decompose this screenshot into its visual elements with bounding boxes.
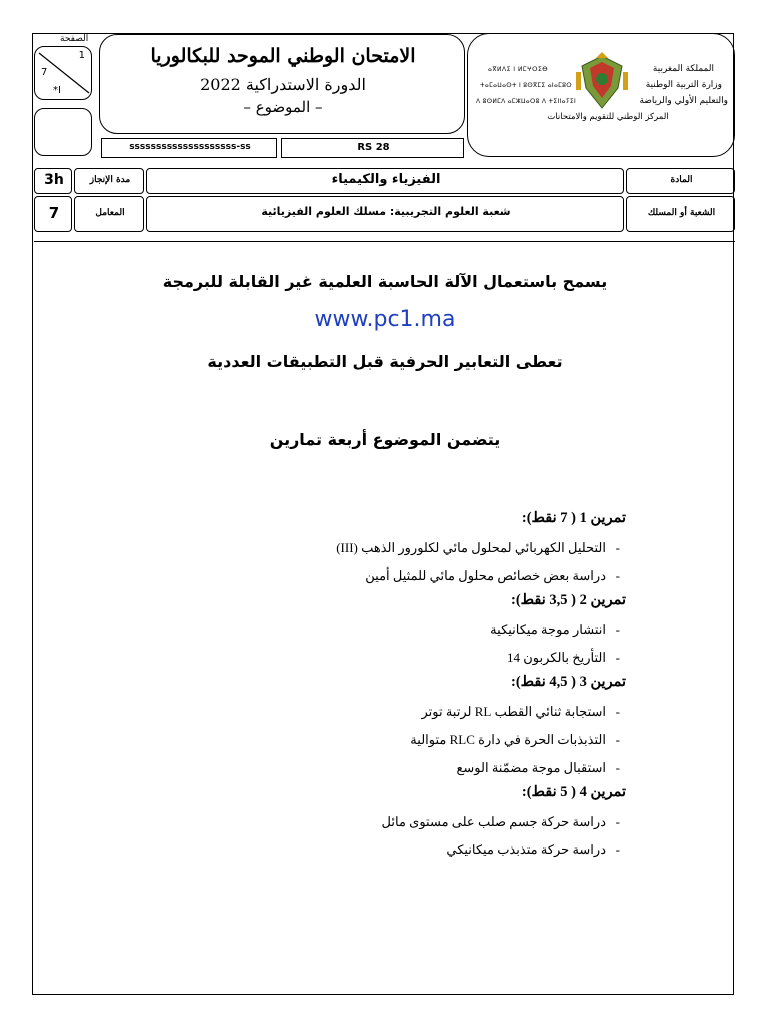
exercise-3-item-2: - التذبذبات الحرة في دارة RLC متوالية xyxy=(410,732,620,747)
exercise-1-item-1: - التحليل الكهربائي لمحلول مائي لكلورور الذهب (III) xyxy=(336,540,620,555)
code-right: RS 28 xyxy=(357,142,390,153)
branch-label: الشعبة أو المسلك xyxy=(647,208,716,218)
subject-name: الفيزياء والكيمياء xyxy=(331,172,441,187)
page-current: 1 xyxy=(78,50,85,61)
page-mark: *I xyxy=(53,85,61,96)
coat-of-arms-icon xyxy=(574,52,630,112)
logo-ar-line-2: وزارة التربية الوطنية xyxy=(645,80,722,90)
logo-ar-line-4: المركز الوطني للتقويم والامتحانات xyxy=(547,112,669,122)
coef-label: المعامل xyxy=(95,208,125,218)
subject-name-cell xyxy=(146,168,624,194)
exercise-4-item-1: - دراسة حركة جسم صلب على مستوى مائل xyxy=(381,814,620,829)
calculator-note: يسمح باستعمال الآلة الحاسبة العلمية غير القابلة للبرمجة xyxy=(162,272,608,291)
subject-field-label-cell xyxy=(626,168,735,194)
duration-label: مدة الإنجاز xyxy=(89,175,131,185)
branch-label-cell xyxy=(626,196,735,232)
blank-box xyxy=(34,108,92,156)
exercise-title-4: تمرين 4 ( 5 نقط): xyxy=(521,784,626,800)
coef-value: 7 xyxy=(48,204,60,222)
header-divider xyxy=(34,241,735,242)
branch-name-cell xyxy=(146,196,624,232)
exercise-title-2: تمرين 2 ( 3,5 نقط): xyxy=(510,592,626,608)
subject-field-label: المادة xyxy=(670,175,693,185)
tifinagh-line-2: ⵜⴰⵎⴰⵡⴰⵙⵜ ⵏ ⵓⵙⴳⵎⵉ ⴰⵏⴰⵎⵓⵔ xyxy=(480,82,572,89)
tifinagh-line-1: ⴰⴳⵍⴷⵉ ⵏ ⵍⵎⵖⵔⵉⴱ xyxy=(488,66,549,73)
exercise-count-note: يتضمن الموضوع أربعة تمارين xyxy=(269,430,501,449)
literal-note: تعطى التعابير الحرفية قبل التطبيقات العددية xyxy=(207,352,563,371)
duration-value-cell xyxy=(34,168,72,194)
code-right-box xyxy=(281,138,464,158)
coef-label-cell xyxy=(74,196,144,232)
logo-ar-line-3: والتعليم الأولي والرياضة xyxy=(639,96,728,106)
page-total: 7 xyxy=(41,67,48,78)
exercise-title-3: تمرين 3 ( 4,5 نقط): xyxy=(510,674,626,690)
exercise-4-item-2: - دراسة حركة متذبذب ميكانيكي xyxy=(446,842,620,857)
exercise-2-item-2: - التأريخ بالكربون 14 xyxy=(506,650,620,665)
page-label: الصفحة xyxy=(60,34,89,44)
exercise-3-item-1: - استجابة ثنائي القطب RL لرتبة توتر xyxy=(421,704,620,719)
session-title: الدورة الاستدراكية 2022 xyxy=(200,75,366,94)
logo-box xyxy=(467,33,735,157)
tifinagh-line-3: ⴷ ⵓⵙⵍⵎⴷ ⴰⵎⵣⵡⴰⵔⵓ ⴷ ⵜⵉⵏⵏⴰⵢⵉⵏ xyxy=(476,98,577,105)
branch-name: شعبة العلوم التجريبية: مسلك العلوم الفيزيائية xyxy=(261,205,511,218)
website-link[interactable]: www.pc1.ma xyxy=(314,307,456,332)
code-left: ssssssssssssssssssss-ss xyxy=(129,142,251,152)
exercise-list xyxy=(106,510,626,866)
duration-value: 3h xyxy=(44,172,64,188)
subject-label: – الموضوع – xyxy=(243,98,323,116)
exercise-1-item-2: - دراسة بعض خصائص محلول مائي للمثيل أمين xyxy=(365,568,620,583)
exercise-2-item-1: - انتشار موجة ميكانيكية xyxy=(490,622,620,637)
duration-label-cell xyxy=(74,168,144,194)
logo-ar-line-1: المملكة المغربية xyxy=(652,64,714,74)
exercise-3-item-3: - استقبال موجة مضمّنة الوسع xyxy=(456,760,620,775)
exercise-title-1: تمرين 1 ( 7 نقط): xyxy=(521,510,626,526)
exam-title: الامتحان الوطني الموحد للبكالوريا xyxy=(150,45,416,67)
page-number-box xyxy=(34,46,92,100)
title-box xyxy=(99,34,465,134)
coef-value-cell xyxy=(34,196,72,232)
code-left-box xyxy=(101,138,277,158)
